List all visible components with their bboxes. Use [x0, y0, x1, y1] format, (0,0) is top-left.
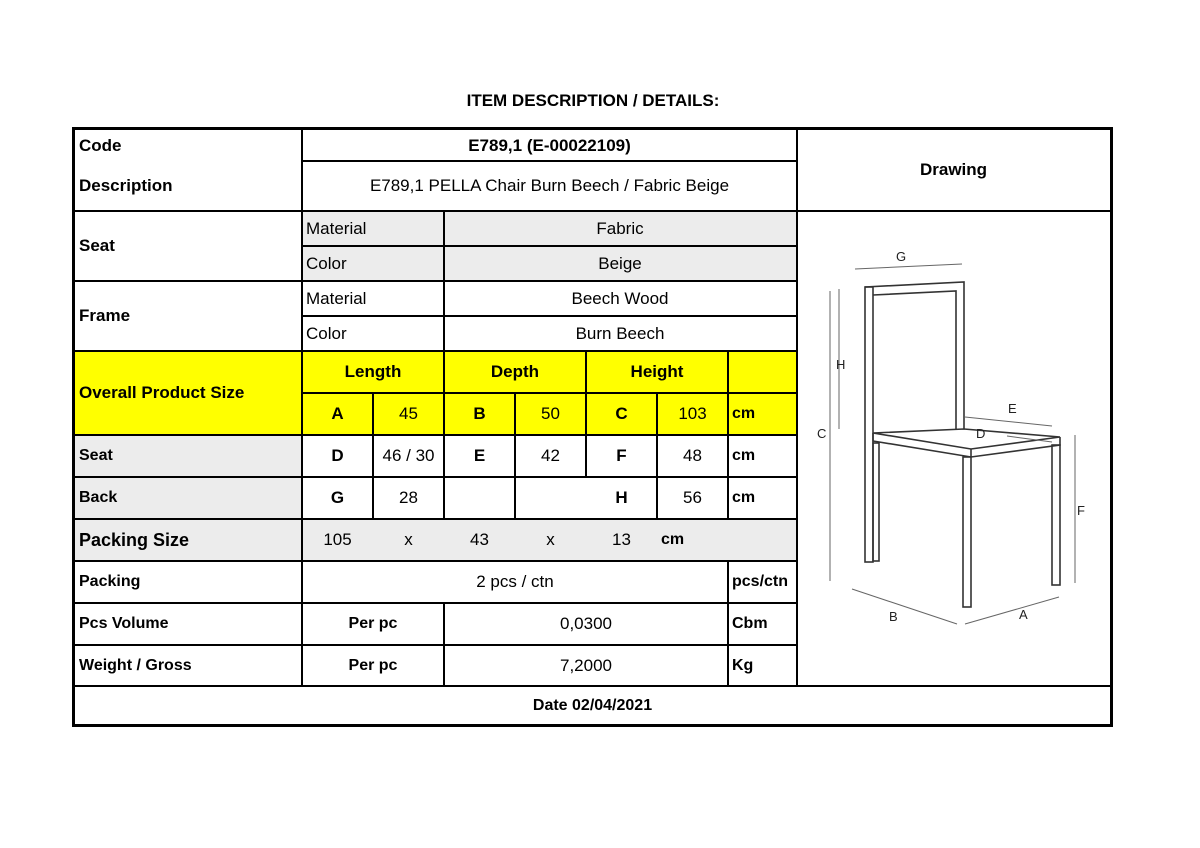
dim-a-letter: A: [331, 404, 344, 423]
seat-material-value: Fabric: [596, 218, 644, 238]
frame-label: Frame: [79, 306, 131, 325]
chair-drawing: [797, 211, 1110, 685]
dim-line-b: [852, 589, 957, 624]
frame-color-value: Burn Beech: [575, 323, 665, 343]
drawing-letter-d: D: [976, 426, 986, 441]
weight-label: Weight / Gross: [79, 656, 192, 674]
packing-size-v2: 43: [470, 530, 489, 549]
dim-line-e: [965, 417, 1052, 426]
dim-e-letter: E: [473, 446, 486, 465]
packing-size-label: Packing Size: [79, 529, 190, 550]
chair-leg-front-right: [1052, 445, 1060, 585]
drawing-letter-f: F: [1077, 503, 1085, 518]
packing-size-unit: cm: [661, 531, 685, 548]
dim-b-value: 50: [541, 404, 560, 423]
drawing-letter-h: H: [836, 357, 846, 372]
seat-dims-unit: cm: [732, 447, 756, 464]
back-dims-unit: cm: [732, 489, 756, 506]
dim-h-value: 56: [683, 488, 702, 507]
packing-size-v1: 105: [323, 530, 352, 549]
weight-unit: Kg: [732, 656, 754, 674]
packing-size-x1: x: [404, 530, 413, 549]
seat-color-value: Beige: [598, 253, 642, 273]
description-label: Description: [79, 176, 173, 195]
chair-back-post-left: [865, 287, 873, 562]
dim-d-value: 46 / 30: [382, 446, 435, 465]
seat-label: Seat: [79, 236, 115, 255]
code-value: E789,1 (E-00022109): [468, 135, 631, 155]
dim-line-a: [965, 597, 1059, 624]
drawing-letter-e: E: [1008, 401, 1017, 416]
packing-value: 2 pcs / ctn: [476, 572, 554, 591]
frame-color-label: Color: [306, 323, 347, 343]
height-header: Height: [630, 362, 684, 381]
dim-a-value: 45: [399, 404, 418, 423]
chair-leg-front-left: [963, 457, 971, 607]
seat-color-label: Color: [306, 253, 347, 273]
drawing-letter-b: B: [889, 609, 898, 624]
frame-material-label: Material: [306, 288, 367, 308]
date-footer: Date 02/04/2021: [532, 696, 653, 714]
page-title: ITEM DESCRIPTION / DETAILS:: [466, 91, 720, 110]
dim-c-value: 103: [678, 404, 707, 423]
weight-value: 7,2000: [560, 655, 612, 675]
packing-size-x2: x: [546, 530, 555, 549]
seat-material-label: Material: [306, 218, 367, 238]
drawing-label: Drawing: [919, 160, 988, 179]
volume-unit: Cbm: [732, 615, 768, 632]
chair-leg-back: [873, 443, 879, 561]
dim-f-value: 48: [683, 446, 702, 465]
dim-b-letter: B: [473, 404, 486, 423]
dim-c-letter: C: [615, 404, 628, 423]
drawing-letter-a: A: [1019, 607, 1028, 622]
volume-per: Per pc: [348, 615, 398, 632]
details-table: [72, 127, 1113, 727]
dim-g-letter: G: [330, 488, 345, 507]
drawing-letter-g: G: [896, 249, 907, 264]
volume-value: 0,0300: [560, 614, 612, 633]
dim-h-letter: H: [615, 488, 628, 507]
overall-size-label: Overall Product Size: [79, 383, 245, 402]
overall-unit: cm: [732, 405, 756, 422]
volume-label: Pcs Volume: [79, 615, 169, 632]
depth-header: Depth: [490, 362, 540, 381]
code-label: Code: [79, 135, 122, 155]
weight-per: Per pc: [348, 656, 398, 674]
dim-e-value: 42: [541, 446, 560, 465]
packing-size-v3: 13: [612, 530, 631, 549]
packing-unit: pcs/ctn: [732, 573, 789, 590]
back-dims-label: Back: [79, 489, 118, 506]
chair-backrest-inner: [873, 291, 956, 429]
chair-seat-edge: [873, 433, 1060, 457]
chair-backrest: [865, 282, 964, 429]
packing-label: Packing: [79, 573, 141, 590]
dim-line-g: [855, 264, 962, 269]
dim-f-letter: F: [616, 446, 627, 465]
drawing-letter-c: C: [817, 426, 827, 441]
description-value: E789,1 PELLA Chair Burn Beech / Fabric Beige: [369, 176, 730, 195]
dim-d-letter: D: [331, 446, 344, 465]
dim-g-value: 28: [399, 488, 418, 507]
length-header: Length: [344, 362, 402, 381]
frame-material-value: Beech Wood: [571, 288, 669, 308]
seat-dims-label: Seat: [79, 447, 113, 464]
